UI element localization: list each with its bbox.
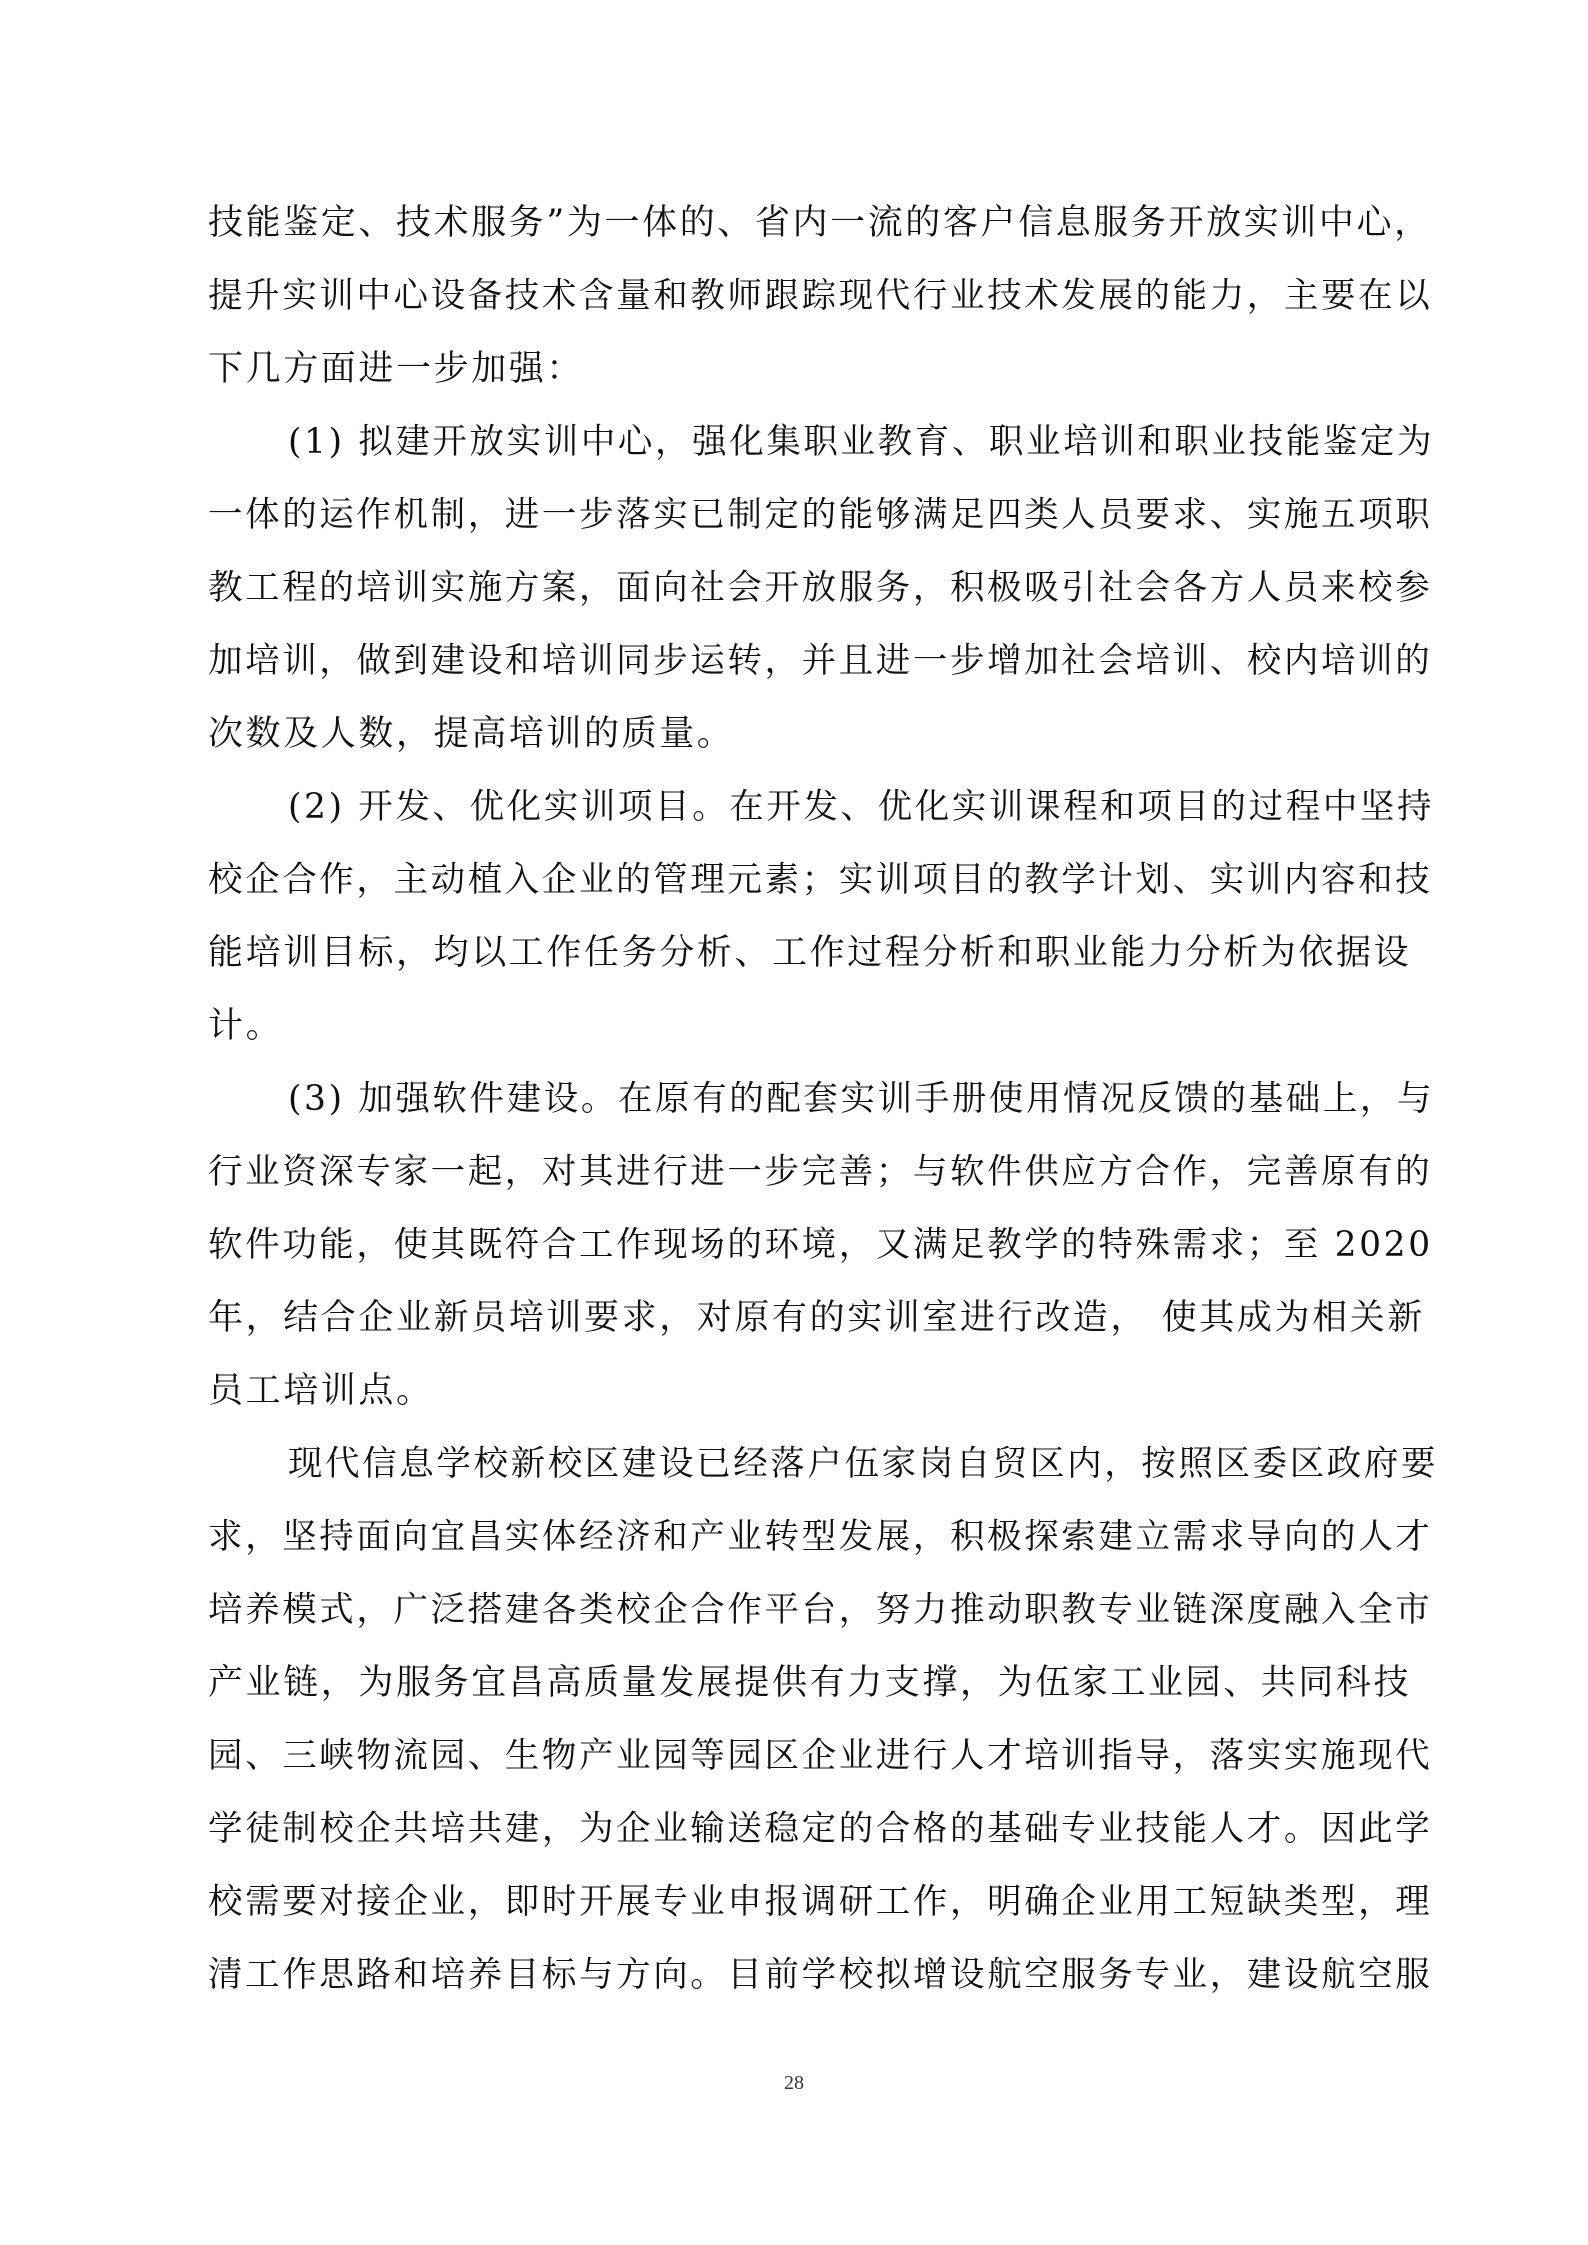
text-line: (2) 开发、优化实训项目。在开发、优化实训课程和项目的过程中坚持 [288, 787, 1435, 827]
text-line: 求，坚持面向宜昌实体经济和产业转型发展，积极探索建立需求导向的人才 [208, 1517, 1433, 1557]
text-line: 能培训目标，均以工作任务分析、工作过程分析和职业能力分析为依据设 [208, 933, 1412, 973]
text-line: 提升实训中心设备技术含量和教师跟踪现代行业技术发展的能力，主要在以 [208, 276, 1433, 316]
text-line: 下几方面进一步加强： [208, 349, 585, 389]
page-number: 28 [784, 2072, 804, 2094]
text-line: 校企合作，主动植入企业的管理元素；实训项目的教学计划、实训内容和技 [208, 860, 1433, 900]
text-line: 现代信息学校新校区建设已经落户伍家岗自贸区内，按照区委区政府要 [288, 1444, 1439, 1484]
text-line: (3) 加强软件建设。在原有的配套实训手册使用情况反馈的基础上，与 [288, 1079, 1435, 1119]
text-line: 加培训，做到建设和培训同步运转，并且进一步增加社会培训、校内培训的 [208, 641, 1433, 681]
text-line: 员工培训点。 [208, 1371, 434, 1411]
text-line: 技能鉴定、技术服务”为一体的、省内一流的客户信息服务开放实训中心， [208, 203, 1432, 243]
text-line: 学徒制校企共培共建，为企业输送稳定的合格的基础专业技能人才。因此学 [208, 1809, 1433, 1849]
text-line: 园、三峡物流园、生物产业园等园区企业进行人才培训指导，落实实施现代 [208, 1736, 1433, 1776]
text-line: 校需要对接企业，即时开展专业申报调研工作，明确企业用工短缺类型，理 [208, 1882, 1433, 1922]
text-line: 行业资深专家一起，对其进行进一步完善；与软件供应方合作，完善原有的 [208, 1152, 1433, 1192]
text-line: 产业链，为服务宜昌高质量发展提供有力支撑，为伍家工业园、共同科技 [208, 1663, 1412, 1703]
text-line: 清工作思路和培养目标与方向。目前学校拟增设航空服务专业，建设航空服 [208, 1955, 1433, 1995]
text-line: 次数及人数，提高培训的质量。 [208, 714, 735, 754]
text-line: 年，结合企业新员培训要求，对原有的实训室进行改造， 使其成为相关新 [208, 1298, 1425, 1338]
text-line: 一体的运作机制，进一步落实已制定的能够满足四类人员要求、实施五项职 [208, 495, 1433, 535]
text-line: 软件功能，使其既符合工作现场的环境，又满足教学的特殊需求；至 2020 [208, 1225, 1433, 1265]
text-line: 培养模式，广泛搭建各类校企合作平台，努力推动职教专业链深度融入全市 [208, 1590, 1433, 1630]
text-line: 教工程的培训实施方案，面向社会开放服务，积极吸引社会各方人员来校参 [208, 568, 1433, 608]
text-line: (1) 拟建开放实训中心，强化集职业教育、职业培训和职业技能鉴定为 [288, 422, 1435, 462]
text-line: 计。 [208, 1006, 284, 1046]
